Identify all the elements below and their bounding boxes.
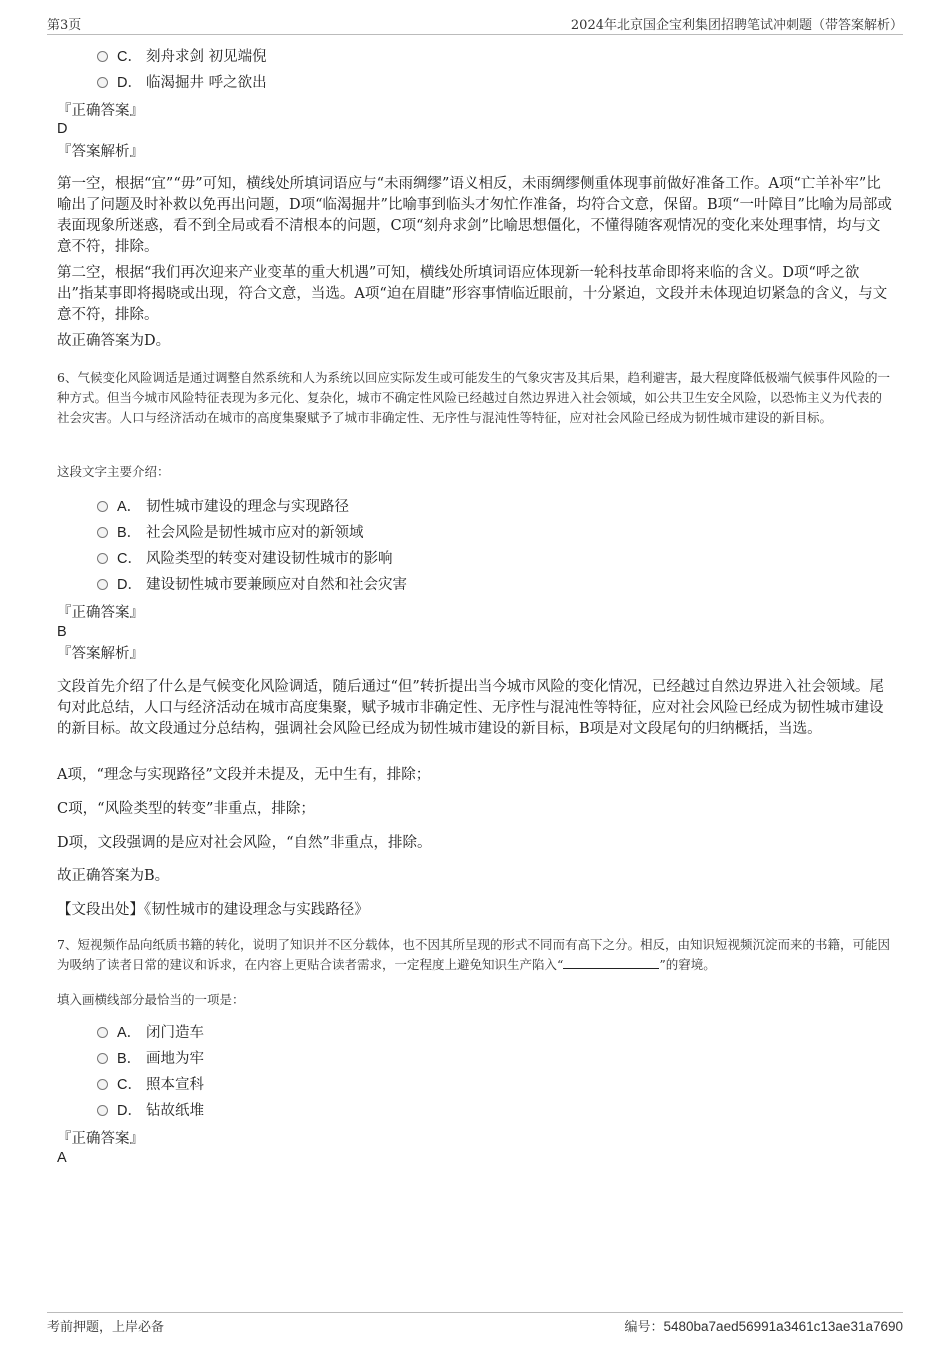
radio-icon[interactable] xyxy=(97,1105,108,1116)
q6-analysis-label: 『答案解析』 xyxy=(57,646,144,662)
q6-conclusion: 故正确答案为B。 xyxy=(57,868,170,884)
radio-icon[interactable] xyxy=(97,51,108,62)
q7-answer-label: 『正确答案』 xyxy=(57,1131,144,1147)
q5-option-c[interactable]: C． 刻舟求剑 初见端倪 xyxy=(97,47,267,67)
q5-conclusion: 故正确答案为D。 xyxy=(57,333,171,349)
q6-stem: 6、气候变化风险调适是通过调整自然系统和人为系统以回应实际发生或可能发生的气象灾害及其后果，趋利避害，最大程度降低极端气候事件风险的一种方式。但当今城市风险特征表现为多元化、复杂化，城市不确定性风险已经越过自然边界进入社会领域，如公共卫生安全风险，以恐怖主义为代表的社会灾害。人口与经济活动在城市的高度集聚赋予了城市非确定性、无序性与混沌性等特征，应对社会风险已经成为韧性城市建设的新目标。 xyxy=(57,370,890,425)
q6-answer: B xyxy=(57,624,67,640)
q7-option-c[interactable]: C． 照本宣科 xyxy=(97,1075,204,1095)
q6-analysis-line: C项，“风险类型的转变”非重点，排除； xyxy=(57,801,315,817)
radio-icon[interactable] xyxy=(97,77,108,88)
document-code: 编号：5480ba7aed56991a3461c13ae31a7690 xyxy=(624,1319,903,1335)
page-number: 第3页 xyxy=(47,18,82,33)
radio-icon[interactable] xyxy=(97,501,108,512)
q7-option-d[interactable]: D． 钻故纸堆 xyxy=(97,1101,204,1121)
q6-source: 【文段出处】《韧性城市的建设理念与实践路径》 xyxy=(57,902,369,918)
radio-icon[interactable] xyxy=(97,579,108,590)
q5-answer: D xyxy=(57,121,68,137)
q5-analysis-label: 『答案解析』 xyxy=(57,144,144,160)
q7-option-b[interactable]: B． 画地为牢 xyxy=(97,1049,204,1069)
page-header xyxy=(47,14,903,35)
q6-option-c[interactable]: C． 风险类型的转变对建设韧性城市的影响 xyxy=(97,549,393,569)
footer-slogan: 考前押题，上岸必备 xyxy=(47,1320,165,1335)
q6-answer-label: 『正确答案』 xyxy=(57,605,144,621)
document-title: 2024年北京国企宝利集团招聘笔试冲刺题（带答案解析） xyxy=(570,18,903,33)
page-footer xyxy=(47,1312,903,1335)
q5-answer-label: 『正确答案』 xyxy=(57,103,144,119)
radio-icon[interactable] xyxy=(97,527,108,538)
q5-analysis-paragraph: 第二空，根据“我们再次迎来产业变革的重大机遇”可知，横线处所填词语应体现新一轮科技革命即将来临的含义。D项“呼之欲出”指某事即将揭晓或出现，符合文意，当选。A项“迫在眉睫”形容事情临近眼前，十分紧迫，文段并未体现迫切紧急的含义，与文意不符，排除。 xyxy=(57,265,888,323)
q5-analysis-paragraph: 第一空，根据“宜”“毋”可知，横线处所填词语应与“未雨绸缪”语义相反，未雨绸缪侧重体现事前做好准备工作。A项“亡羊补牢”比喻出了问题及时补救以免再出问题，D项“临渴掘井”比喻事到临头才匆忙作准备，均符合文意，保留。B项“一叶障目”比喻为局部或表面现象所迷惑，看不到全局或看不清根本的问题，C项“刻舟求剑”比喻思想僵化，不懂得随客观情况的变化来处理事情，均与文意不符，排除。 xyxy=(57,176,892,255)
radio-icon[interactable] xyxy=(97,553,108,564)
q5-option-d[interactable]: D． 临渴掘井 呼之欲出 xyxy=(97,73,267,93)
q6-analysis-line: A项，“理念与实现路径”文段并未提及，无中生有，排除； xyxy=(57,767,431,783)
q6-analysis-line: D项，文段强调的是应对社会风险，“自然”非重点，排除。 xyxy=(57,835,432,851)
q7-prompt: 填入画横线部分最恰当的一项是： xyxy=(57,992,245,1007)
q7-answer: A xyxy=(57,1150,67,1166)
q7-option-a[interactable]: A． 闭门造车 xyxy=(97,1023,204,1043)
q7-stem: 7、短视频作品向纸质书籍的转化，说明了知识并不区分载体，也不因其所呈现的形式不同而有高下之分。相反，由知识短视频沉淀而来的书籍，可能因为吸纳了读者日常的建议和诉求，在内容上更贴合读者需求，一定程度上避免知识生产陷入“ ”的窘境。 xyxy=(57,937,890,972)
fill-blank xyxy=(563,956,659,969)
q6-option-d[interactable]: D． 建设韧性城市要兼顾应对自然和社会灾害 xyxy=(97,575,407,595)
q6-option-b[interactable]: B． 社会风险是韧性城市应对的新领域 xyxy=(97,523,364,543)
q6-analysis-paragraph: 文段首先介绍了什么是气候变化风险调适，随后通过“但”转折提出当今城市风险的变化情况，已经越过自然边界进入社会领域。尾句对此总结，人口与经济活动在城市高度集聚，赋予城市非确定性、无序性与混沌性等特征，应对社会风险已经成为韧性城市建设的新目标。故文段通过分总结构，强调社会风险已经成为韧性城市建设的新目标，B项是对文段尾句的归纳概括，当选。 xyxy=(57,679,884,737)
q6-option-a[interactable]: A． 韧性城市建设的理念与实现路径 xyxy=(97,497,349,517)
radio-icon[interactable] xyxy=(97,1079,108,1090)
q6-prompt: 这段文字主要介绍： xyxy=(57,464,170,479)
radio-icon[interactable] xyxy=(97,1027,108,1038)
radio-icon[interactable] xyxy=(97,1053,108,1064)
